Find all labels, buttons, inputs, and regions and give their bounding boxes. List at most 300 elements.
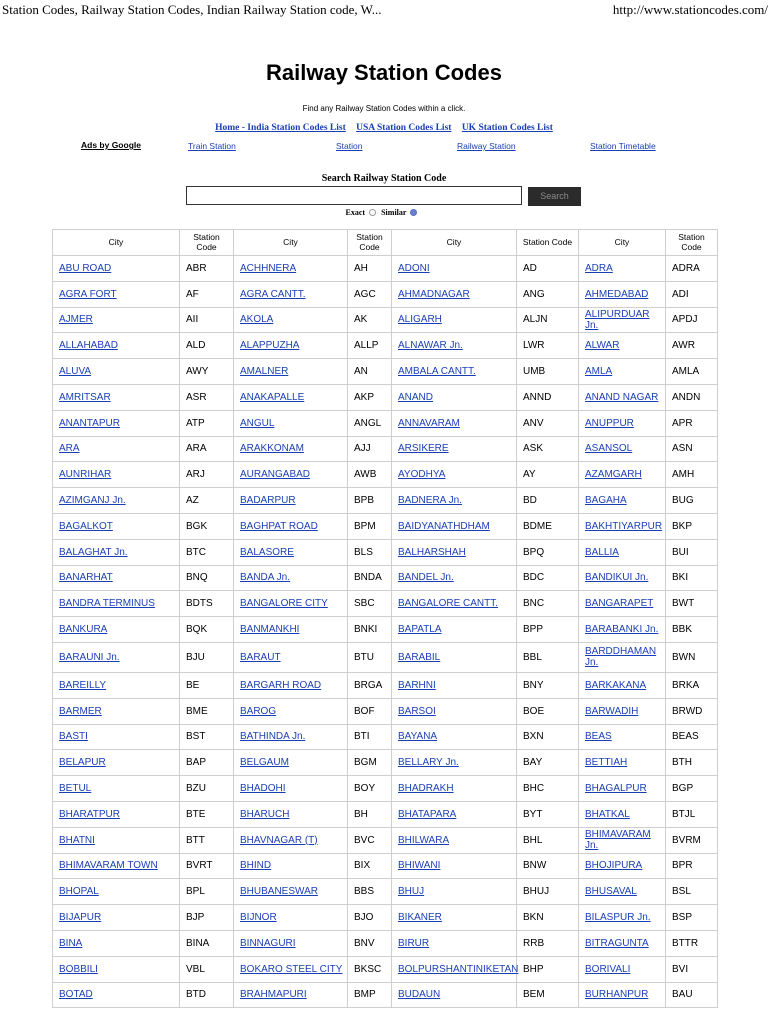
city-link[interactable]: BANARHAT [59, 572, 113, 584]
city-link[interactable]: BITRAGUNTA [585, 937, 649, 949]
station-code-cell: VBL [180, 956, 234, 982]
city-link[interactable]: BANDRA TERMINUS [59, 598, 155, 610]
city-link[interactable]: ADRA [585, 262, 613, 274]
search-input[interactable] [186, 186, 522, 205]
city-link[interactable]: BAYANA [398, 731, 438, 743]
station-code-cell: BLS [348, 539, 392, 565]
city-link[interactable]: BANDA Jn. [240, 572, 291, 584]
city-link[interactable]: BHATNI [59, 834, 95, 846]
city-link[interactable]: BHIMAVARAM Jn. [585, 829, 651, 852]
ad-link-railway-station[interactable]: Railway Station [457, 141, 516, 151]
city-link[interactable]: BALHARSHAH [398, 546, 466, 558]
city-cell [392, 359, 517, 385]
city-link[interactable]: BHAVNAGAR (T) [240, 834, 318, 846]
city-link[interactable]: BARABANKI Jn. [585, 624, 659, 636]
station-code-cell: BST [180, 724, 234, 750]
city-cell [234, 591, 348, 617]
city-link[interactable]: BHOPAL [59, 886, 99, 898]
station-code-cell: BPM [348, 513, 392, 539]
exact-label: Exact [345, 208, 366, 217]
station-code-cell: BUG [666, 488, 718, 514]
city-cell [53, 905, 180, 931]
city-cell [53, 307, 180, 333]
table-row [53, 539, 718, 565]
city-link[interactable]: BHOJIPURA [585, 860, 643, 872]
city-link[interactable]: BHATAPARA [398, 808, 457, 820]
table-row [53, 359, 718, 385]
city-link[interactable]: BAIDYANATHDHAM [398, 520, 490, 532]
city-link[interactable]: BARDDHAMAN Jn. [585, 646, 657, 669]
city-link[interactable]: AMALNER [240, 366, 289, 378]
city-cell [53, 827, 180, 853]
station-code-cell: AJJ [348, 436, 392, 462]
city-cell [392, 879, 517, 905]
exact-radio[interactable] [369, 209, 376, 216]
station-code-cell: AWB [348, 462, 392, 488]
city-cell [392, 488, 517, 514]
city-link[interactable]: BOLPURSHANTINIKETAN [398, 963, 519, 975]
table-row [53, 333, 718, 359]
city-cell [53, 776, 180, 802]
city-cell [579, 333, 666, 359]
city-link[interactable]: ARA [59, 443, 80, 455]
city-link[interactable]: BETUL [59, 783, 92, 795]
city-link[interactable]: BELAPUR [59, 757, 106, 769]
city-link[interactable]: AZAMGARH [585, 469, 642, 481]
station-code-cell: BHUJ [517, 879, 579, 905]
ad-link-station[interactable]: Station [336, 141, 363, 151]
city-cell [53, 513, 180, 539]
city-link[interactable]: BARAUT [240, 651, 281, 663]
city-cell [579, 307, 666, 333]
table-row [53, 750, 718, 776]
station-code-cell: BHL [517, 827, 579, 853]
station-code-cell: LWR [517, 333, 579, 359]
city-cell [392, 256, 517, 282]
city-link[interactable]: ANNAVARAM [398, 417, 460, 429]
city-cell [392, 930, 517, 956]
city-cell [234, 617, 348, 643]
station-code-cell: BYT [517, 801, 579, 827]
city-link[interactable]: AMRITSAR [59, 391, 111, 403]
station-code-cell: UMB [517, 359, 579, 385]
station-code-cell: BTTR [666, 930, 718, 956]
table-row [53, 982, 718, 1008]
city-cell [53, 436, 180, 462]
city-link[interactable]: BOBBILI [59, 963, 98, 975]
table-header-row [53, 230, 718, 256]
city-link[interactable]: BASTI [59, 731, 88, 743]
city-cell [234, 776, 348, 802]
station-code-cell: BHC [517, 776, 579, 802]
city-cell [579, 281, 666, 307]
table-row [53, 281, 718, 307]
city-cell [234, 672, 348, 698]
city-link[interactable]: ALWAR [585, 340, 620, 352]
city-cell [392, 776, 517, 802]
city-link[interactable]: BARWADIH [585, 705, 639, 717]
city-cell [392, 672, 517, 698]
city-cell [234, 513, 348, 539]
city-cell [579, 565, 666, 591]
city-link[interactable]: ALNAWAR Jn. [398, 340, 463, 352]
city-link[interactable]: BIJNOR [240, 912, 277, 924]
station-code-cell: BPR [666, 853, 718, 879]
station-code-cell: AII [180, 307, 234, 333]
city-link[interactable]: BHARUCH [240, 808, 290, 820]
station-code-cell: BSL [666, 879, 718, 905]
city-link[interactable]: BHATKAL [585, 808, 630, 820]
city-cell [579, 905, 666, 931]
station-code-cell: BPL [180, 879, 234, 905]
ad-link-station-timetable[interactable]: Station Timetable [590, 141, 656, 151]
table-row [53, 956, 718, 982]
city-link[interactable]: BHAGALPUR [585, 783, 647, 795]
city-link[interactable]: BATHINDA Jn. [240, 731, 306, 743]
table-row [53, 776, 718, 802]
table-row [53, 698, 718, 724]
city-cell [53, 333, 180, 359]
city-cell [392, 905, 517, 931]
city-link[interactable]: AJMER [59, 314, 93, 326]
city-cell [579, 513, 666, 539]
print-header [0, 0, 768, 22]
city-link[interactable]: BALLIA [585, 546, 619, 558]
city-cell [53, 930, 180, 956]
city-link[interactable]: BAPATLA [398, 624, 442, 636]
station-code-cell: BKN [517, 905, 579, 931]
print-page-url: http://www.stationcodes.com/ [612, 2, 768, 17]
city-link[interactable]: BALAGHAT Jn. [59, 546, 128, 558]
station-code-cell: BPQ [517, 539, 579, 565]
city-cell [579, 436, 666, 462]
station-code-cell: BBK [666, 617, 718, 643]
station-code-cell: BTC [180, 539, 234, 565]
station-code-cell: BJU [180, 642, 234, 672]
city-link[interactable]: BIRUR [398, 937, 430, 949]
top-nav [0, 123, 768, 133]
station-code-cell: BVI [666, 956, 718, 982]
station-code-cell: AF [180, 281, 234, 307]
city-cell [234, 436, 348, 462]
city-cell [392, 462, 517, 488]
city-link[interactable]: ALUVA [59, 366, 92, 378]
table-row [53, 827, 718, 853]
city-link[interactable]: BETTIAH [585, 757, 628, 769]
search-label: Search Railway Station Code [321, 173, 447, 184]
city-link[interactable]: BIKANER [398, 912, 442, 924]
city-link[interactable]: ALIGARH [398, 314, 442, 326]
city-cell [53, 853, 180, 879]
city-link[interactable]: ARSIKERE [398, 443, 449, 455]
station-code-cell: BUI [666, 539, 718, 565]
city-link[interactable]: BHIMAVARAM TOWN [59, 860, 158, 872]
city-cell [579, 539, 666, 565]
similar-radio[interactable] [410, 209, 417, 216]
city-link[interactable]: BHADOHI [240, 783, 286, 795]
city-link[interactable]: BAKHTIYARPUR [585, 520, 663, 532]
city-link[interactable]: BANDIKUI Jn. [585, 572, 649, 584]
city-cell [579, 776, 666, 802]
city-cell [392, 853, 517, 879]
station-code-cell: AN [348, 359, 392, 385]
city-link[interactable]: ANAND NAGAR [585, 391, 659, 403]
city-link[interactable]: BAREILLY [59, 679, 107, 691]
station-code-cell: BTE [180, 801, 234, 827]
city-cell [234, 384, 348, 410]
city-link[interactable]: BARABIL [398, 651, 441, 663]
station-code-cell: AMH [666, 462, 718, 488]
city-link[interactable]: BHARATPUR [59, 808, 120, 820]
city-cell [579, 591, 666, 617]
city-link[interactable]: BHUJ [398, 886, 425, 898]
city-link[interactable]: BHIND [240, 860, 272, 872]
city-cell [392, 436, 517, 462]
table-row [53, 879, 718, 905]
city-cell [579, 982, 666, 1008]
city-link[interactable]: AMLA [585, 366, 613, 378]
table-row [53, 513, 718, 539]
city-link[interactable]: ARAKKONAM [240, 443, 304, 455]
station-code-cell: BDME [517, 513, 579, 539]
city-link[interactable]: AGRA CANTT. [240, 288, 306, 300]
city-cell [234, 956, 348, 982]
table-row [53, 591, 718, 617]
city-link[interactable]: AKOLA [240, 314, 274, 326]
column-header-station-code: Station Code [517, 230, 579, 256]
station-code-cell: ATP [180, 410, 234, 436]
station-code-cell: BNDA [348, 565, 392, 591]
city-cell [53, 801, 180, 827]
table-row [53, 384, 718, 410]
city-link[interactable]: AHMEDABAD [585, 288, 649, 300]
station-code-cell: ARJ [180, 462, 234, 488]
station-code-cell: BTD [180, 982, 234, 1008]
city-link[interactable]: BANGARAPET [585, 598, 654, 610]
match-mode [0, 208, 768, 217]
station-code-cell: BRKA [666, 672, 718, 698]
city-link[interactable]: BELLARY Jn. [398, 757, 459, 769]
city-cell [579, 642, 666, 672]
table-row [53, 724, 718, 750]
city-link[interactable]: ANGUL [240, 417, 275, 429]
city-cell [234, 333, 348, 359]
tagline: Find any Railway Station Codes within a click. [302, 104, 466, 113]
table-row [53, 462, 718, 488]
city-link[interactable]: BANDEL Jn. [398, 572, 454, 584]
city-link[interactable]: BUDAUN [398, 989, 441, 1001]
city-link[interactable]: BHADRAKH [398, 783, 454, 795]
station-code-cell: BXN [517, 724, 579, 750]
city-cell [392, 333, 517, 359]
city-cell [392, 410, 517, 436]
city-link[interactable]: AMBALA CANTT. [398, 366, 476, 378]
station-code-cell: ADRA [666, 256, 718, 282]
station-code-cell: AZ [180, 488, 234, 514]
city-link[interactable]: ANAND [398, 391, 434, 403]
city-link[interactable]: ALIPURDUAR Jn. [585, 308, 650, 331]
station-code-cell: BBL [517, 642, 579, 672]
station-code-cell: BRGA [348, 672, 392, 698]
city-link[interactable]: BANGALORE CITY [240, 598, 328, 610]
city-cell [53, 879, 180, 905]
city-link[interactable]: BAGAHA [585, 495, 627, 507]
city-link[interactable]: ABU ROAD [59, 262, 112, 274]
city-cell [234, 565, 348, 591]
station-code-cell: ASR [180, 384, 234, 410]
city-cell [392, 982, 517, 1008]
ad-link-train-station[interactable]: Train Station [188, 141, 236, 151]
station-code-cell: BNW [517, 853, 579, 879]
city-cell [392, 724, 517, 750]
station-code-cell: BAU [666, 982, 718, 1008]
city-link[interactable]: ANUPPUR [585, 417, 634, 429]
city-cell [234, 488, 348, 514]
station-code-cell: ANND [517, 384, 579, 410]
city-link[interactable]: BEAS [585, 731, 612, 743]
city-link[interactable]: BARHNI [398, 679, 436, 691]
city-cell [579, 930, 666, 956]
search-button[interactable]: Search [528, 187, 581, 206]
city-cell [53, 410, 180, 436]
city-link[interactable]: AURANGABAD [240, 469, 311, 481]
station-code-cell: ALD [180, 333, 234, 359]
city-cell [234, 410, 348, 436]
city-link[interactable]: BILASPUR Jn. [585, 912, 651, 924]
city-link[interactable]: AUNRIHAR [59, 469, 112, 481]
city-link[interactable]: BHILWARA [398, 834, 450, 846]
city-link[interactable]: BINNAGURI [240, 937, 296, 949]
city-cell [53, 591, 180, 617]
city-link[interactable]: BARMER [59, 705, 102, 717]
station-code-cell: BSP [666, 905, 718, 931]
station-code-cell: BVRM [666, 827, 718, 853]
city-cell [53, 488, 180, 514]
table-row [53, 642, 718, 672]
city-link[interactable]: ALLAHABAD [59, 340, 118, 352]
station-code-cell: BPB [348, 488, 392, 514]
city-link[interactable]: ASANSOL [585, 443, 633, 455]
city-link[interactable]: BAGHPAT ROAD [240, 520, 318, 532]
nav-link-india[interactable]: Home - India Station Codes List [215, 123, 346, 133]
column-header-city: City [234, 230, 348, 256]
similar-label: Similar [381, 208, 407, 217]
city-link[interactable]: AYODHYA [398, 469, 446, 481]
city-link[interactable]: BORIVALI [585, 963, 631, 975]
ads-by-google-label[interactable]: Ads by Google [81, 140, 141, 150]
city-link[interactable]: BOTAD [59, 989, 93, 1001]
city-cell [53, 982, 180, 1008]
table-row [53, 488, 718, 514]
city-link[interactable]: BELGAUM [240, 757, 289, 769]
city-link[interactable]: ALAPPUZHA [240, 340, 300, 352]
city-cell [234, 698, 348, 724]
station-code-cell: BPP [517, 617, 579, 643]
city-link[interactable]: BADNERA Jn. [398, 495, 462, 507]
city-link[interactable]: BOKARO STEEL CITY [240, 963, 343, 975]
city-link[interactable]: BHIWANI [398, 860, 441, 872]
city-link[interactable]: ANANTAPUR [59, 417, 120, 429]
city-cell [234, 642, 348, 672]
city-link[interactable]: BARAUNI Jn. [59, 651, 120, 663]
city-link[interactable]: AHMADNAGAR [398, 288, 470, 300]
nav-link-usa[interactable]: USA Station Codes List [356, 123, 452, 133]
city-cell [234, 539, 348, 565]
city-cell [53, 281, 180, 307]
station-code-cell: BAP [180, 750, 234, 776]
city-link[interactable]: BARKAKANA [585, 679, 647, 691]
station-code-cell: AGC [348, 281, 392, 307]
city-link[interactable]: AGRA FORT [59, 288, 117, 300]
station-code-cell: BAY [517, 750, 579, 776]
table-row [53, 617, 718, 643]
table-row [53, 256, 718, 282]
city-link[interactable]: ANAKAPALLE [240, 391, 305, 403]
city-link[interactable]: ADONI [398, 262, 430, 274]
city-cell [53, 617, 180, 643]
city-link[interactable]: BURHANPUR [585, 989, 649, 1001]
city-link[interactable]: BAGALKOT [59, 520, 113, 532]
city-link[interactable]: BANKURA [59, 624, 108, 636]
table-row [53, 565, 718, 591]
city-cell [392, 539, 517, 565]
station-code-cell: BKSC [348, 956, 392, 982]
city-cell [234, 307, 348, 333]
city-link[interactable]: BINA [59, 937, 83, 949]
table-row [53, 853, 718, 879]
station-code-cell: BGP [666, 776, 718, 802]
table-row [53, 410, 718, 436]
city-link[interactable]: BANMANKHI [240, 624, 300, 636]
city-cell [579, 853, 666, 879]
city-link[interactable]: BHUSAVAL [585, 886, 637, 898]
city-link[interactable]: BANGALORE CANTT. [398, 598, 499, 610]
nav-link-uk[interactable]: UK Station Codes List [461, 123, 553, 133]
city-link[interactable]: BIJAPUR [59, 912, 102, 924]
city-cell [579, 410, 666, 436]
station-code-cell: BTT [180, 827, 234, 853]
city-cell [234, 930, 348, 956]
city-link[interactable]: BRAHMAPURI [240, 989, 307, 1001]
city-cell [392, 750, 517, 776]
city-cell [579, 879, 666, 905]
column-header-station-code: Station Code [348, 230, 392, 256]
city-cell [579, 617, 666, 643]
city-link[interactable]: ACHHNERA [240, 262, 297, 274]
city-cell [234, 750, 348, 776]
table-row [53, 307, 718, 333]
page-title: Railway Station Codes [266, 60, 502, 85]
city-link[interactable]: BADARPUR [240, 495, 296, 507]
city-cell [53, 724, 180, 750]
city-cell [234, 462, 348, 488]
city-link[interactable]: BALASORE [240, 546, 294, 558]
city-link[interactable]: BARSOI [398, 705, 436, 717]
city-link[interactable]: BHUBANESWAR [240, 886, 318, 898]
city-link[interactable]: AZIMGANJ Jn. [59, 495, 126, 507]
city-link[interactable]: BARGARH ROAD [240, 679, 322, 691]
city-cell [392, 513, 517, 539]
city-cell [579, 256, 666, 282]
station-code-cell: BNQ [180, 565, 234, 591]
city-cell [579, 956, 666, 982]
city-cell [53, 462, 180, 488]
ads-row [0, 140, 768, 154]
table-row [53, 930, 718, 956]
city-link[interactable]: BAROG [240, 705, 277, 717]
station-code-cell: BD [517, 488, 579, 514]
city-cell [392, 384, 517, 410]
